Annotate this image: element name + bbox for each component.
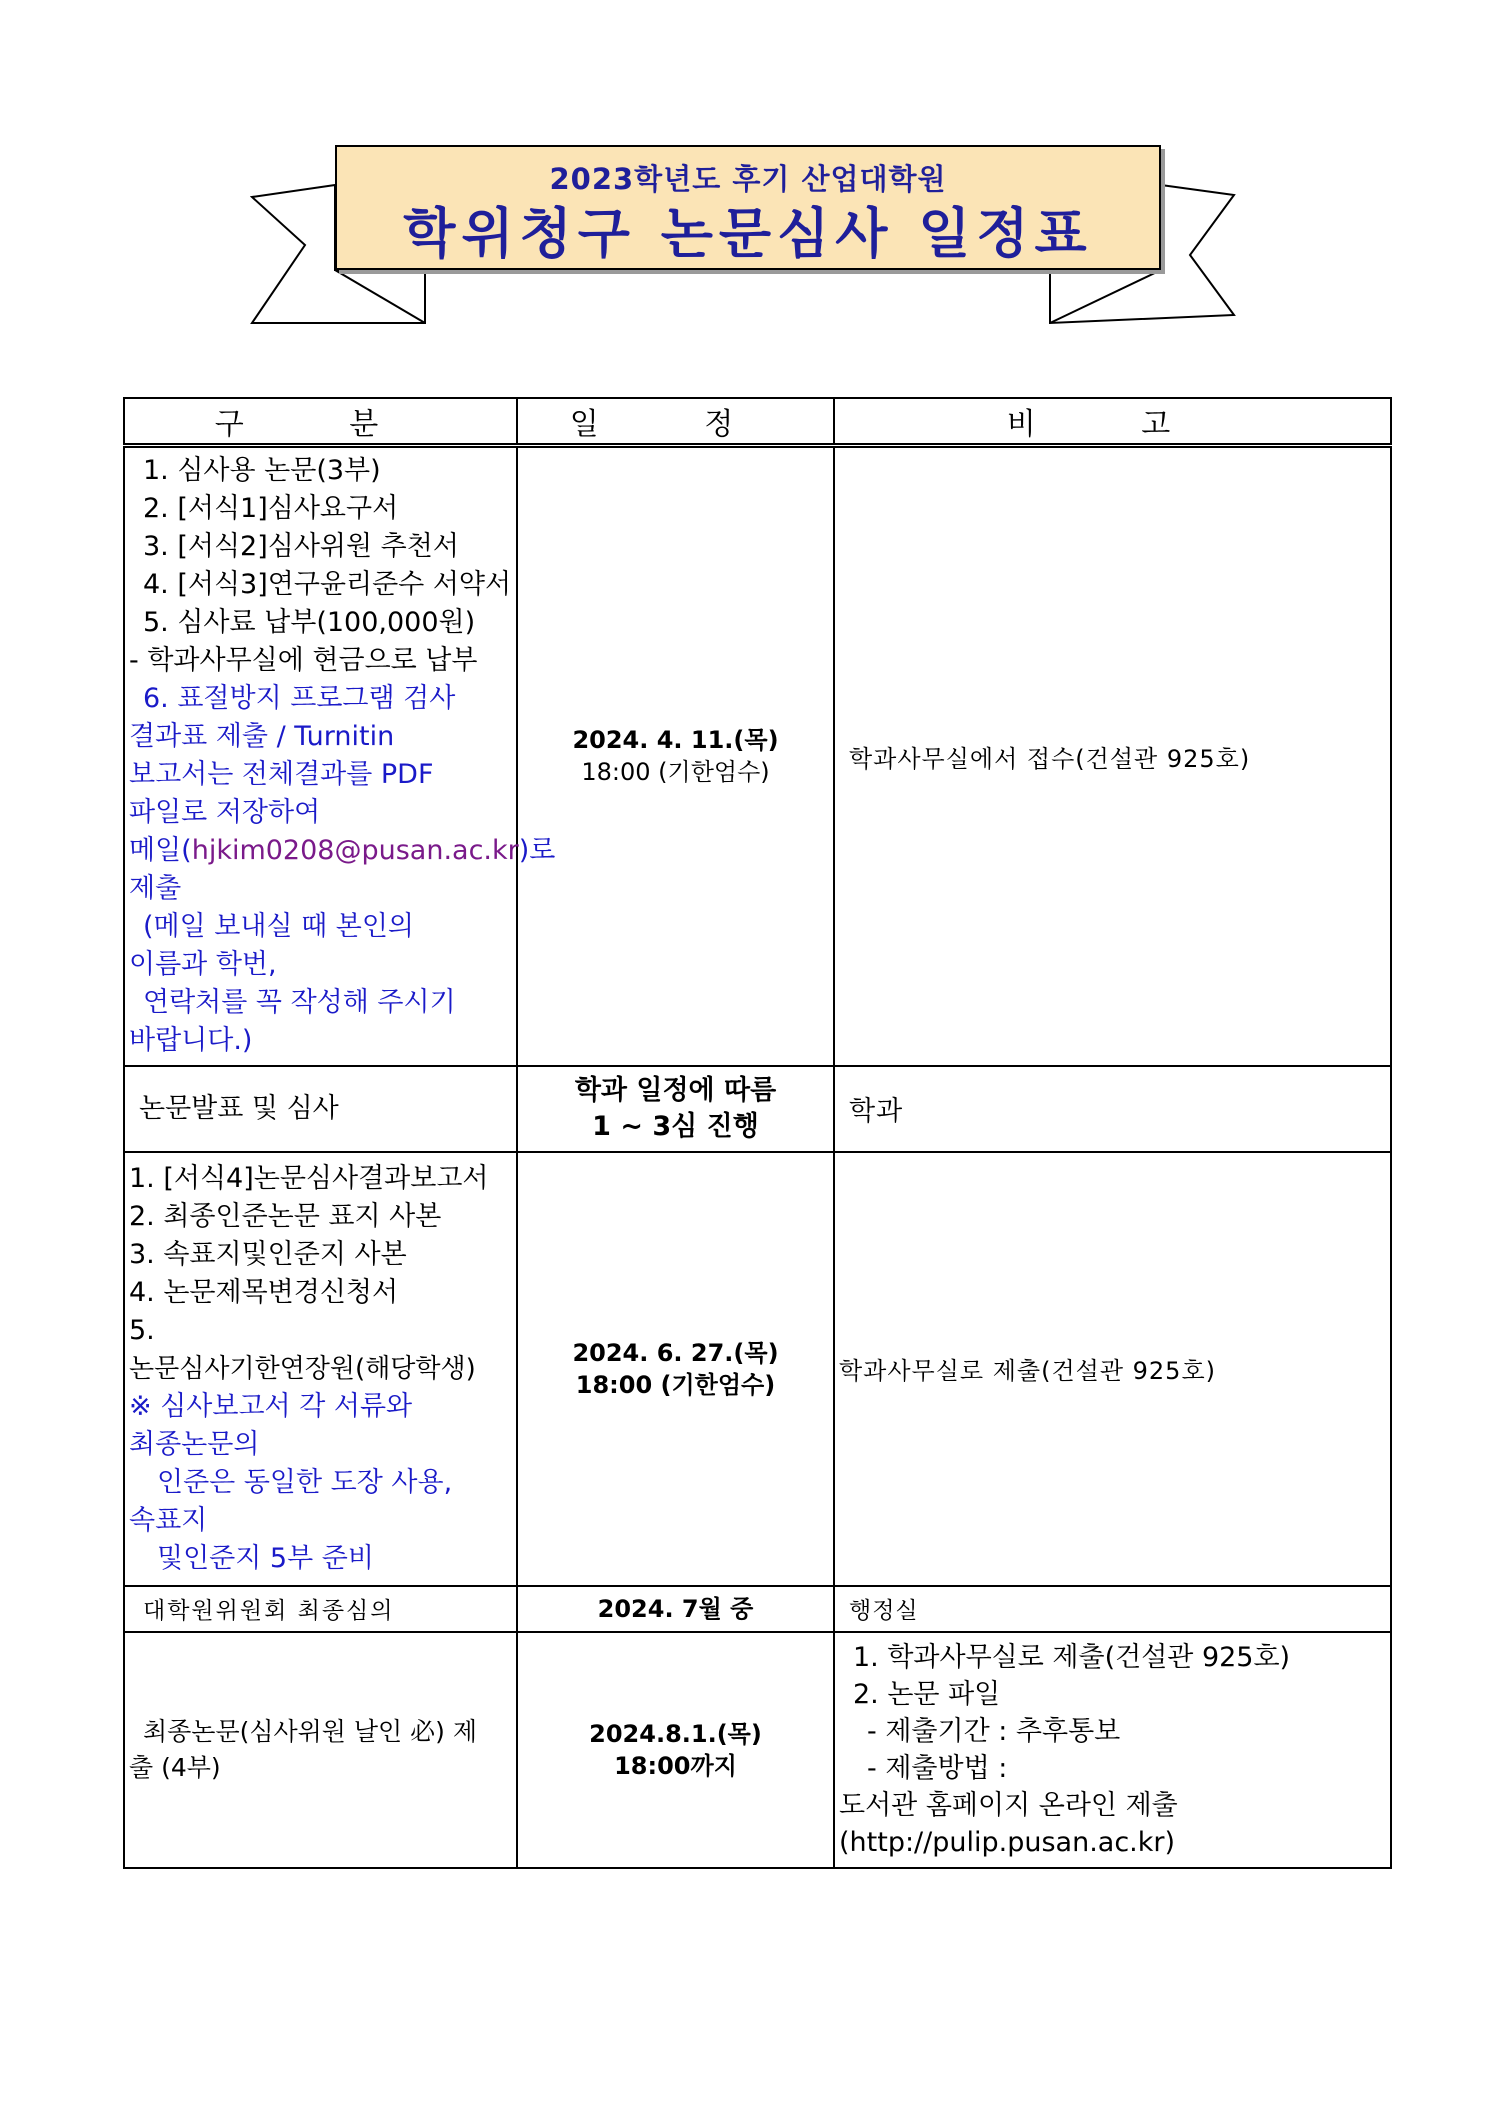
row5-label-line1: 최종논문(심사위원 날인 必) 제: [143, 1716, 477, 1746]
library-link[interactable]: (http://pulip.pusan.ac.kr): [839, 1826, 1176, 1858]
email-suffix: )로: [518, 835, 556, 867]
row5-label: [125, 1714, 516, 1786]
row2-category: [124, 1066, 517, 1152]
list-item: 파일로 저장하여: [129, 797, 321, 829]
row4-label: 대학원위원회 최종심의: [143, 1598, 395, 1624]
list-item: 속표지: [129, 1504, 208, 1536]
row5-remarks: [834, 1632, 1391, 1868]
list-item: 6. 표절방지 프로그램 검사: [143, 683, 456, 715]
email-prefix: 메일(: [129, 835, 192, 867]
table-row: [124, 1632, 1391, 1868]
row1-time: 18:00 (기한엄수): [581, 758, 770, 787]
row3-time: 18:00 (기한엄수): [575, 1370, 776, 1399]
email-line: [129, 832, 556, 870]
row5-category: [124, 1632, 517, 1868]
row3-date: 2024. 6. 27.(목): [572, 1338, 779, 1367]
table-row: [124, 1152, 1391, 1586]
row5-date: 2024.8.1.(목): [589, 1719, 762, 1748]
row4-category: [124, 1586, 517, 1632]
list-item: 2. 논문 파일: [853, 1678, 1001, 1710]
list-item: 3. 속표지및인준지 사본: [129, 1238, 407, 1270]
row1-note: 학과사무실에서 접수(건설관 925호): [849, 744, 1251, 773]
schedule-table: [123, 397, 1392, 1869]
row1-schedule: [517, 446, 834, 1066]
row4-date: 2024. 7월 중: [597, 1594, 754, 1623]
row3-schedule: [517, 1152, 834, 1586]
row2-note: 학과: [849, 1096, 904, 1127]
list-item: 논문심사기한연장원(해당학생): [129, 1353, 476, 1384]
row3-note: 학과사무실로 제출(건설관 925호): [839, 1357, 1217, 1385]
title-banner: [250, 145, 1240, 330]
list-item: 4. 논문제목변경신청서: [129, 1276, 399, 1308]
banner-subtitle: 2023학년도 후기 산업대학원: [549, 162, 947, 196]
row3-items: [125, 1156, 516, 1582]
table-row: [124, 1586, 1391, 1632]
header-remarks: 비 고: [834, 398, 1391, 446]
list-item: 연락처를 꼭 작성해 주시기: [143, 987, 456, 1019]
list-item: 인준은 동일한 도장 사용,: [157, 1466, 453, 1498]
row1-items: [125, 448, 556, 1064]
list-item: 5. 심사료 납부(100,000원): [143, 607, 476, 639]
list-item: ※ 심사보고서 각 서류와: [129, 1390, 413, 1422]
list-item: - 제출방법 :: [867, 1752, 1008, 1784]
row1-remarks: [834, 446, 1391, 1066]
list-item: 2. 최종인준논문 표지 사본: [129, 1200, 442, 1232]
list-item: 2. [서식1]심사요구서: [143, 493, 399, 525]
banner-box: [335, 145, 1161, 270]
list-item: 및인준지 5부 준비: [157, 1542, 374, 1574]
row3-category: [124, 1152, 517, 1586]
row5-label-line2: 출 (4부): [129, 1752, 221, 1782]
list-item: 최종논문의: [129, 1428, 260, 1460]
row4-note: 행정실: [849, 1598, 919, 1624]
row1-category: [124, 446, 556, 1066]
list-item: 바랍니다.): [129, 1025, 253, 1057]
row2-schedule: [517, 1066, 834, 1152]
list-item: 제출: [129, 873, 182, 905]
row2-remarks: [834, 1066, 1391, 1152]
header-schedule: 일 정: [517, 398, 834, 446]
row4-remarks: [834, 1586, 1391, 1632]
header-category: 구 분: [124, 398, 517, 446]
row2-schedule-line2: 1 ~ 3심 진행: [592, 1110, 759, 1142]
row2-label: 논문발표 및 심사: [139, 1092, 339, 1124]
row5-schedule: [517, 1632, 834, 1868]
list-item: 도서관 홈페이지 온라인 제출: [839, 1789, 1178, 1821]
table-header-row: [124, 398, 1391, 446]
list-item: 결과표 제출 / Turnitin: [129, 721, 395, 753]
list-item: 4. [서식3]연구윤리준수 서약서: [143, 569, 512, 601]
row4-schedule: [517, 1586, 834, 1632]
table-row: [124, 1066, 1391, 1152]
row5-time: 18:00까지: [614, 1751, 737, 1780]
list-item: 3. [서식2]심사위원 추천서: [143, 531, 459, 563]
list-item: 5.: [129, 1314, 155, 1346]
list-item: 1. 학과사무실로 제출(건설관 925호): [853, 1641, 1291, 1673]
row1-date: 2024. 4. 11.(목): [572, 726, 779, 755]
email-address: hjkim0208@pusan.ac.kr: [191, 835, 519, 867]
list-item: 1. 심사용 논문(3부): [143, 455, 381, 487]
list-item: 1. [서식4]논문심사결과보고서: [129, 1162, 489, 1194]
table-row: [124, 446, 1391, 1066]
row5-notes: [835, 1635, 1390, 1865]
row2-schedule-line1: 학과 일정에 따름: [574, 1074, 777, 1106]
list-item: 보고서는 전체결과를 PDF: [129, 759, 434, 791]
list-item: (메일 보내실 때 본인의: [143, 911, 415, 943]
list-item: 이름과 학번,: [129, 949, 277, 981]
row3-remarks: [834, 1152, 1391, 1586]
list-item: - 제출기간 : 추후통보: [867, 1715, 1121, 1747]
list-item: - 학과사무실에 현금으로 납부: [129, 645, 478, 677]
banner-title: 학위청구 논문심사 일정표: [403, 202, 1093, 265]
